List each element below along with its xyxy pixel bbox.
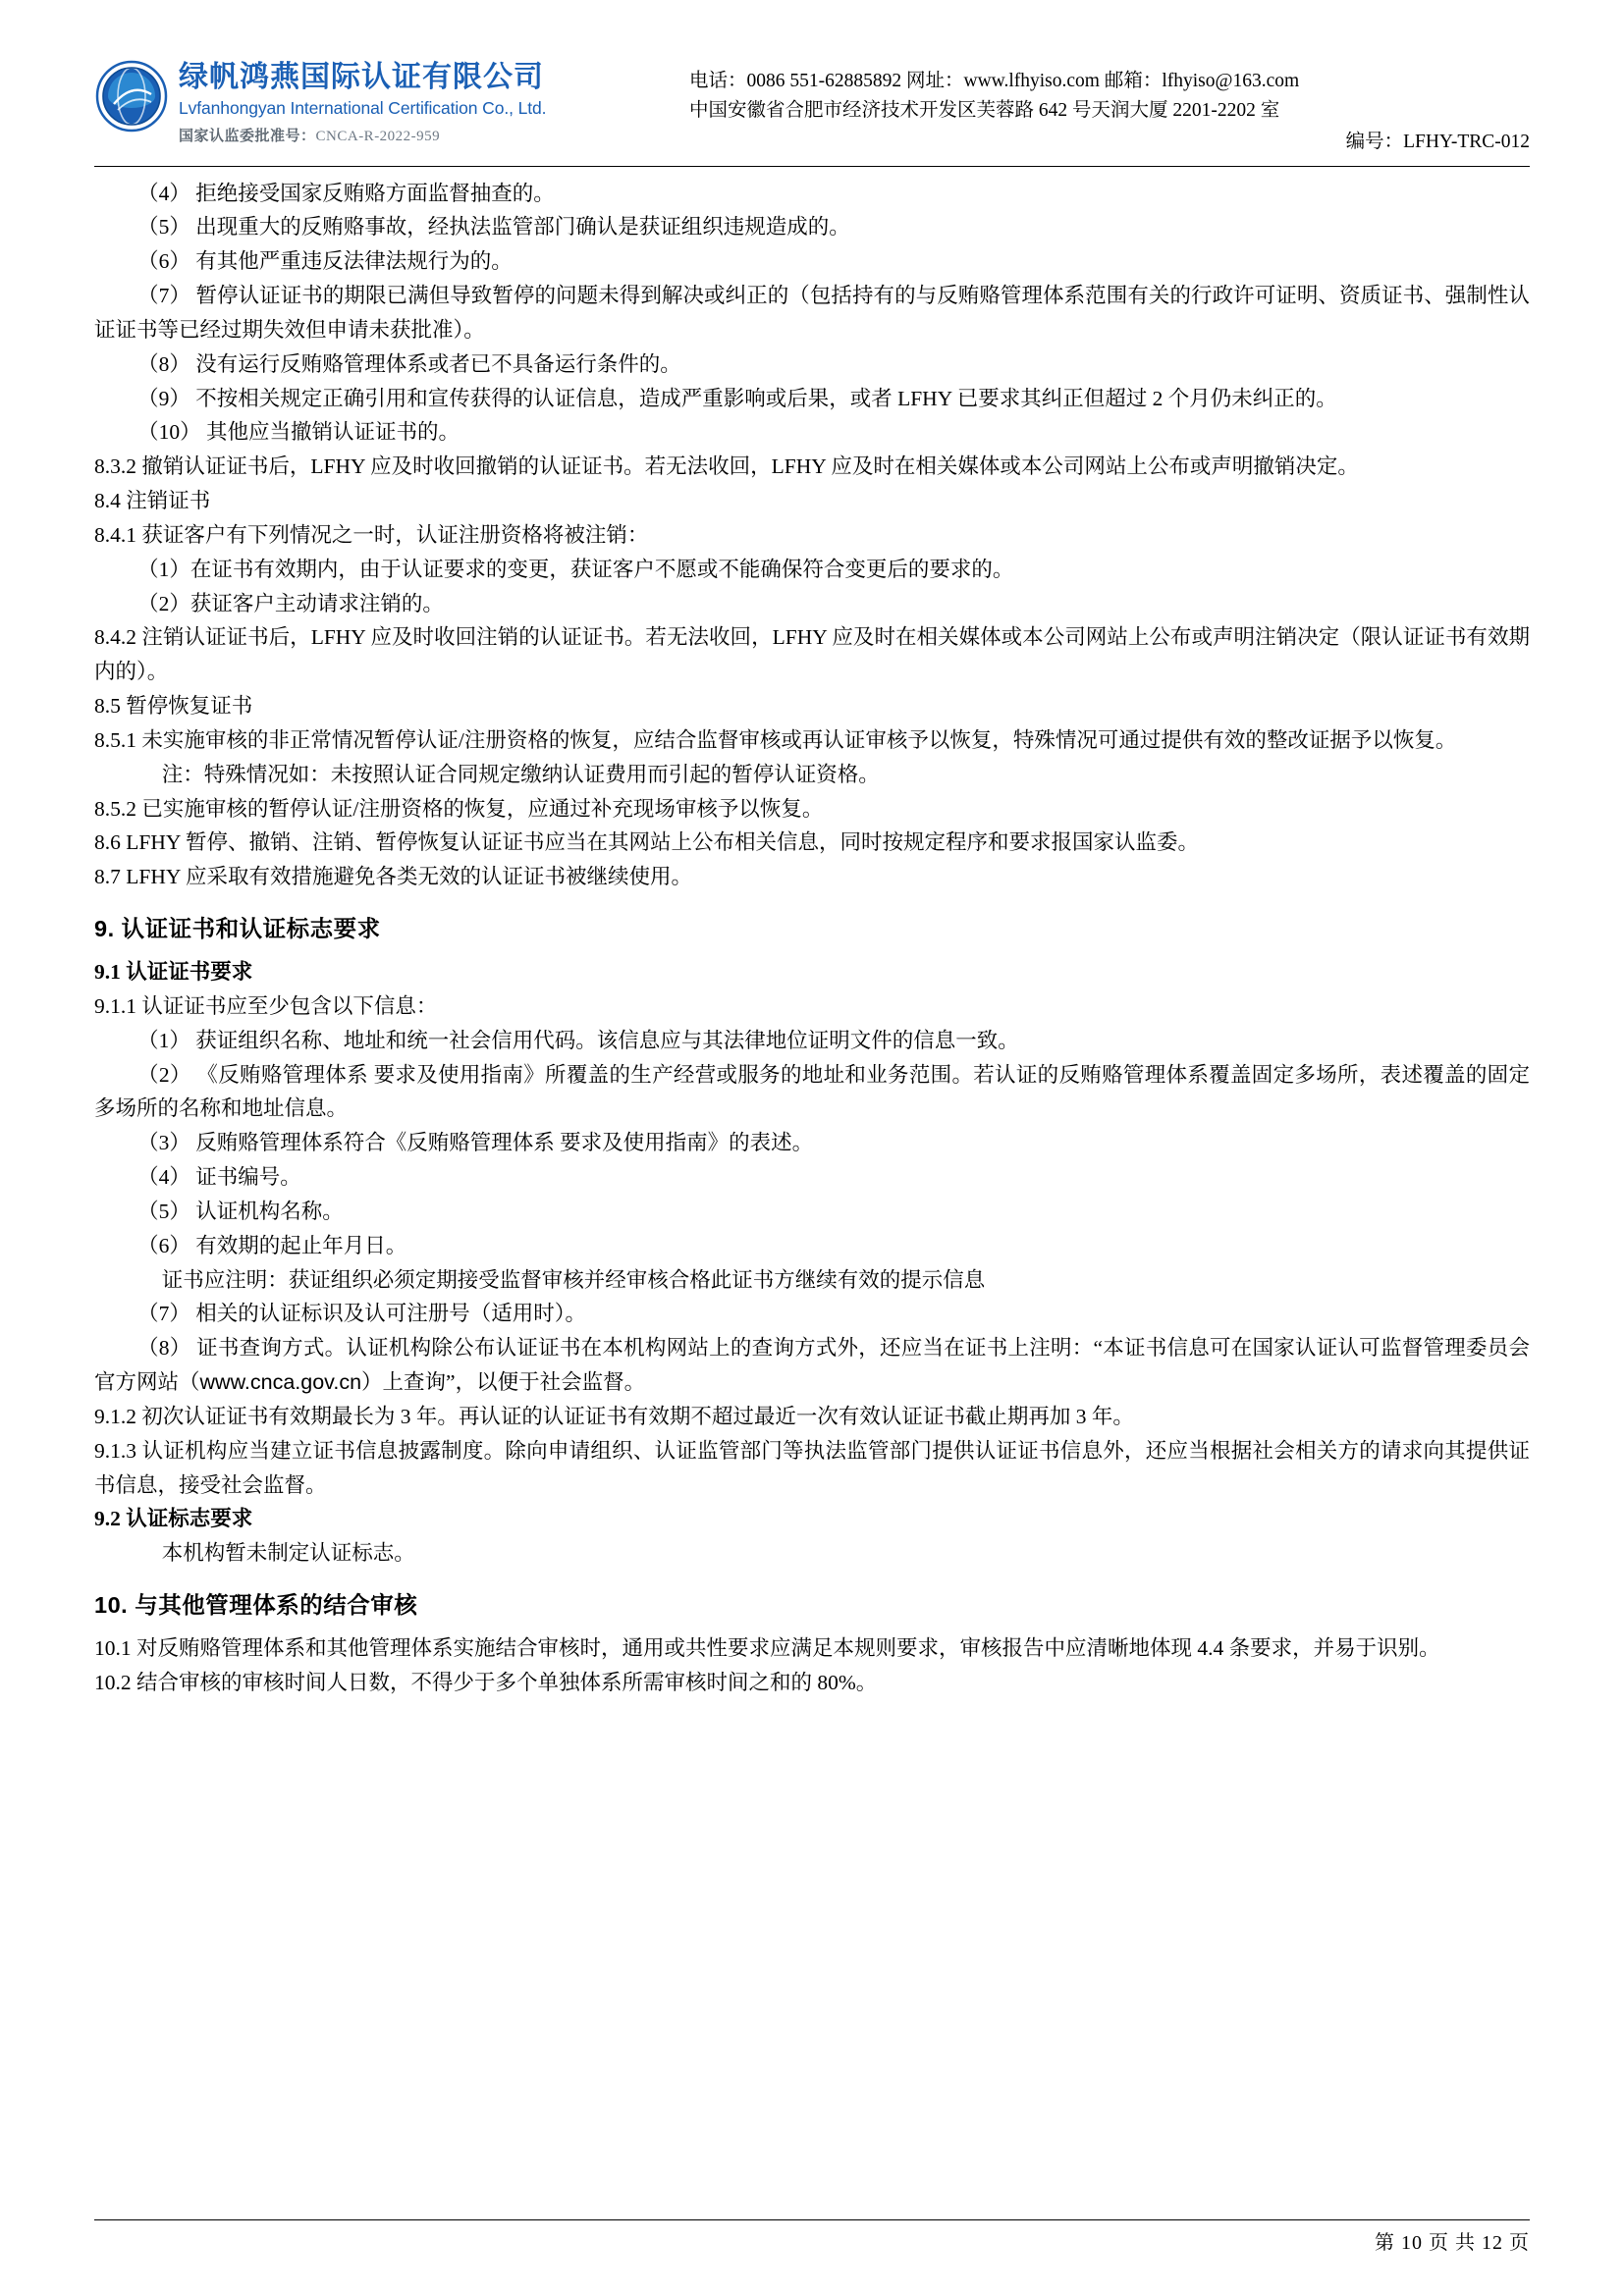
clause-8-7: 8.7 LFHY 应采取有效措施避免各类无效的认证证书被继续使用。: [94, 865, 692, 889]
company-name-en: Lvfanhongyan International Certification Co., Ltd.: [179, 97, 547, 118]
certificate-note: 证书应注明：获证组织必须定期接受监督审核并经审核合格此证书方继续有效的提示信息: [161, 1267, 986, 1292]
clause-9-1-3: 9.1.3 认证机构应当建立证书信息披露制度。除向申请组织、认证监管部门等执法监管部门提供认证证书信息外，还应当根据社会相关方的请求向其提供证书信息，接受社会监督。: [94, 1438, 1530, 1497]
clause-8-4-1: 8.4.1 获证客户有下列情况之一时，认证注册资格将被注销：: [94, 522, 649, 547]
header-divider: [94, 166, 1530, 167]
clause-9-1-heading: 9.1 认证证书要求: [94, 960, 253, 985]
list-item: （4） 拒绝接受国家反贿赂方面监督抽查的。: [137, 181, 555, 205]
note-text: 注：特殊情况如：未按照认证合同规定缴纳认证费用而引起的暂停认证资格。: [161, 762, 880, 786]
doc-number-line: [689, 128, 1530, 157]
list-item: （4） 证书编号。: [137, 1165, 301, 1190]
clause-8-3-2: 8.3.2 撤销认证证书后，LFHY 应及时收回撤销的认证证书。若无法收回，LFHY 应及时在相关媒体或本公司网站上公布或声明撤销决定。: [94, 454, 1359, 479]
doc-number-label: 编号：: [1345, 132, 1404, 153]
clause-8-4-heading: 8.4 注销证书: [94, 489, 211, 513]
clause-9-2-heading: 9.2 认证标志要求: [94, 1507, 253, 1531]
list-item: （9） 不按相关规定正确引用和宣传获得的认证信息，造成严重影响或后果，或者 LFHY 已要求其纠正但超过 2 个月仍未纠正的。: [137, 386, 1337, 410]
list-item: （3） 反贿赂管理体系符合《反贿赂管理体系 要求及使用指南》的表述。: [137, 1131, 814, 1155]
approval-number-line: [179, 125, 546, 145]
list-item: （2） 《反贿赂管理体系 要求及使用指南》所覆盖的生产经营或服务的地址和业务范围。若认证的反贿赂管理体系覆盖固定多场所，表述覆盖的固定多场所的名称和地址信息。: [94, 1062, 1530, 1121]
section-9-title: 9. 认证证书和认证标志要求: [94, 916, 381, 942]
company-logo-icon: [94, 59, 169, 133]
list-item: （5） 出现重大的反贿赂事故，经执法监管部门确认是获证组织违规造成的。: [137, 215, 850, 240]
clause-10-2: 10.2 结合审核的审核时间人日数，不得少于多个单独体系所需审核时间之和的 80%。: [94, 1670, 878, 1694]
list-item: （6） 有其他严重违反法律法规行为的。: [137, 249, 513, 274]
page-header: [94, 59, 1530, 164]
clause-8-5-2: 8.5.2 已实施审核的暂停认证/注册资格的恢复，应通过补充现场审核予以恢复。: [94, 796, 824, 821]
header-contact-block: [664, 59, 1530, 158]
list-item-query-method: [94, 1331, 1530, 1400]
clause-8-5-1: 8.5.1 未实施审核的非正常情况暂停认证/注册资格的恢复，应结合监督审核或再认证审核予以恢复，特殊情况可通过提供有效的整改证据予以恢复。: [94, 727, 1457, 752]
list-item: （8） 没有运行反贿赂管理体系或者已不具备运行条件的。: [137, 351, 681, 376]
clause-9-1-1: 9.1.1 认证证书应至少包含以下信息：: [94, 993, 438, 1018]
query-method-prefix: （8） 证书查询方式。认证机构除公布认证证书在本机构网站上的查询方式外，还应当在证书上注明：“本证书信息可在国家认证认可监督管理委员会官方网站（: [94, 1336, 1530, 1395]
list-item: （6） 有效期的起止年月日。: [137, 1233, 407, 1257]
approval-number: CNCA-R-2022-959: [315, 129, 441, 145]
company-name-block: [179, 59, 546, 145]
approval-label: 国家认监委批准号：: [179, 129, 316, 145]
list-item: （1）在证书有效期内，由于认证要求的变更，获证客户不愿或不能确保符合变更后的要求的。: [137, 557, 1014, 581]
doc-number-value: LFHY-TRC-012: [1403, 132, 1530, 153]
contact-line: 电话：0086 551-62885892 网址：www.lfhyiso.com 邮箱：lfhyiso@163.com: [689, 71, 1300, 91]
cnca-website-link[interactable]: www.cnca.gov.cn: [199, 1370, 362, 1395]
clause-9-1-2: 9.1.2 初次认证证书有效期最长为 3 年。再认证的认证证书有效期不超过最近一次有效认证证书截止期再加 3 年。: [94, 1404, 1134, 1428]
list-item: （2）获证客户主动请求注销的。: [137, 591, 444, 615]
clause-8-5-heading: 8.5 暂停恢复证书: [94, 694, 253, 719]
list-item: （10） 其他应当撤销认证证书的。: [137, 420, 460, 445]
page-footer: [94, 2219, 1530, 2255]
list-item: （7） 暂停认证证书的期限已满但导致暂停的问题未得到解决或纠正的（包括持有的与反贿赂管理体系范围有关的行政许可证明、资质证书、强制性认证证书等已经过期失效但申请未获批准）。: [94, 284, 1530, 342]
list-item: （7） 相关的认证标识及认可注册号（适用时）。: [137, 1302, 586, 1326]
document-content: [94, 177, 1530, 1700]
company-branding: [94, 59, 664, 145]
clause-8-6: 8.6 LFHY 暂停、撤销、注销、暂停恢复认证证书应当在其网站上公布相关信息，同时按规定程序和要求报国家认监委。: [94, 830, 1199, 855]
page-number: 第 10 页 共 12 页: [1375, 2232, 1530, 2254]
list-item: （5） 认证机构名称。: [137, 1199, 344, 1223]
address-line: 中国安徽省合肥市经济技术开发区芙蓉路 642 号天润大厦 2201-2202 室: [689, 100, 1280, 122]
company-name-cn: 绿帆鸿燕国际认证有限公司: [179, 61, 544, 93]
footer-divider: [94, 2219, 1530, 2220]
clause-8-4-2: 8.4.2 注销认证证书后，LFHY 应及时收回注销的认证证书。若无法收回，LFHY 应及时在相关媒体或本公司网站上公布或声明注销决定（限认证证书有效期内的）。: [94, 625, 1530, 684]
clause-10-1: 10.1 对反贿赂管理体系和其他管理体系实施结合审核时，通用或共性要求应满足本规则要求，审核报告中应清晰地体现 4.4 条要求，并易于识别。: [94, 1636, 1440, 1661]
query-method-suffix: ）上查询”，以便于社会监督。: [361, 1370, 646, 1395]
clause-9-2-body: 本机构暂未制定认证标志。: [161, 1541, 415, 1566]
section-10-title: 10. 与其他管理体系的结合审核: [94, 1592, 418, 1619]
list-item: （1） 获证组织名称、地址和统一社会信用代码。该信息应与其法律地位证明文件的信息一致。: [137, 1028, 1019, 1052]
